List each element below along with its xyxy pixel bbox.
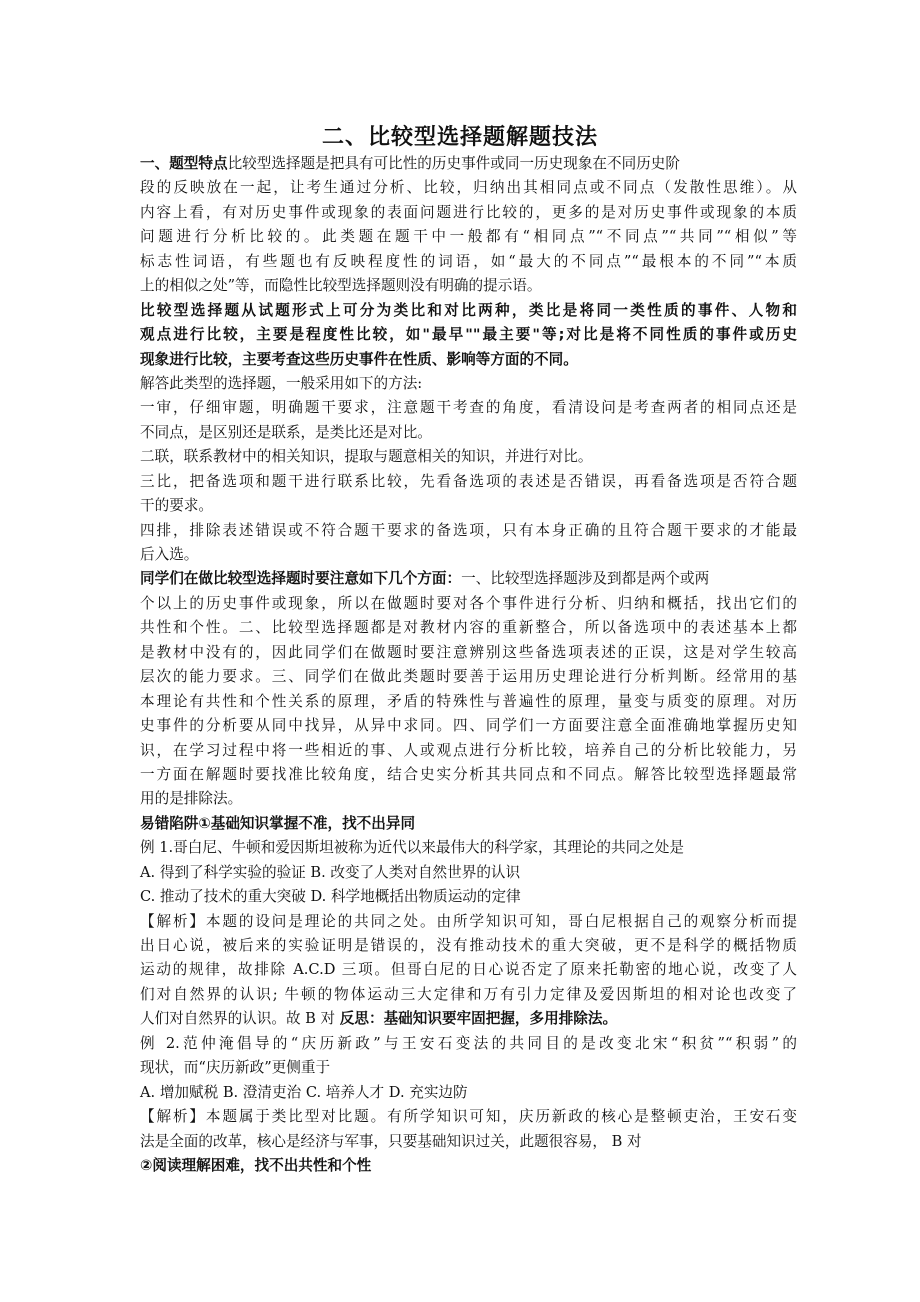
text-segment: 法是全面的改革，核心是经济与军事，只要基础知识过关，此题很容易， B 对 bbox=[140, 1132, 642, 1150]
text-line bbox=[140, 983, 797, 1007]
text-line bbox=[140, 690, 797, 714]
bold-text: 一、题型特点 bbox=[140, 155, 228, 172]
text-line bbox=[140, 299, 797, 323]
text-line bbox=[140, 567, 797, 591]
text-line bbox=[140, 665, 797, 689]
text-line bbox=[140, 1130, 797, 1154]
text-segment: 内容上看，有对历史事件或现象的表面问题进行比较的，更多的是对历史事件或现象的本质 bbox=[140, 203, 797, 221]
text-segment: C. 推动了技术的重大突破 D. 科学地概括出物质运动的定律 bbox=[140, 888, 521, 906]
text-line bbox=[140, 958, 797, 982]
text-line bbox=[140, 1007, 797, 1031]
text-line bbox=[140, 885, 797, 909]
text-segment: 【解析】本题属于类比型对比题。有所学知识可知，庆历新政的核心是整顿吏治，王安石变 bbox=[140, 1108, 797, 1126]
text-line bbox=[140, 519, 797, 543]
text-segment: 一方面在解题时要找准比较角度，结合史实分析其共同点和不同点。解答比较型选择题最常 bbox=[140, 765, 797, 783]
text-segment: 本理论有共性和个性关系的原理，矛盾的特殊性与普遍性的原理，量变与质变的原理。对历 bbox=[140, 692, 797, 710]
text-line bbox=[140, 739, 797, 763]
text-segment: 解答此类型的选择题，一般采用如下的方法: bbox=[140, 374, 423, 392]
text-line bbox=[140, 714, 797, 738]
text-segment: 史事件的分析要从同中找异，从异中求同。四、同学们一方面要注意全面准确地掌握历史知 bbox=[140, 717, 797, 735]
text-line bbox=[140, 470, 797, 494]
text-line bbox=[140, 763, 797, 787]
document-title: 二、比较型选择题解题技法 bbox=[321, 125, 598, 150]
bold-text: 反思：基础知识要牢固把握，多用排除法。 bbox=[339, 1010, 618, 1028]
text-line bbox=[140, 274, 797, 298]
text-line bbox=[140, 812, 797, 836]
text-segment: 干的要求。 bbox=[140, 497, 213, 515]
text-line bbox=[140, 421, 797, 445]
text-line bbox=[140, 934, 797, 958]
bold-text: 易错陷阱①基础知识掌握不准，找不出异同 bbox=[140, 814, 416, 832]
text-line bbox=[140, 861, 797, 885]
text-segment: 三比，把备选项和题干进行联系比较，先看备选项的表述是否错误，再看备选项是否符合题 bbox=[140, 472, 797, 490]
text-line bbox=[140, 176, 797, 200]
bold-text: 同学们在做比较型选择题时要注意如下几个方面： bbox=[140, 570, 462, 588]
text-segment: 比较型选择题是把具有可比性的历史事件或同一历史现象在不同历史阶 bbox=[227, 155, 680, 172]
text-segment: 例 2.范仲淹倡导的“庆历新政”与王安石变法的共同目的是改变北宋“积贫”“积弱”的 bbox=[140, 1034, 797, 1052]
text-line bbox=[140, 543, 797, 567]
text-line bbox=[140, 225, 797, 249]
text-line bbox=[140, 250, 797, 274]
text-line bbox=[140, 494, 797, 518]
text-segment: 标志性词语，有些题也有反映程度性的词语，如“最大的不同点”“最根本的不同”“本质 bbox=[140, 252, 797, 270]
text-segment: 层次的能力要求。三、同学们在做此类题时要善于运用历史理论进行分析判断。经常用的基 bbox=[140, 668, 797, 686]
text-segment: A. 增加赋税 B. 澄清吏治 C. 培养人才 D. 充实边防 bbox=[140, 1083, 468, 1101]
text-segment: 出日心说，被后来的实验证明是错误的，没有推动技术的重大突破，更不是科学的概括物质 bbox=[140, 937, 797, 954]
text-line bbox=[140, 641, 797, 665]
text-segment: 段的反映放在一起，让考生通过分析、比较，归纳出其相同点或不同点（发散性思维）。从 bbox=[140, 179, 797, 197]
text-line bbox=[140, 836, 797, 860]
text-segment: 问题进行分析比较的。此类题在题干中一般都有“相同点”“不同点”“共同”“相似”等 bbox=[140, 228, 797, 246]
text-line bbox=[140, 910, 797, 934]
bold-text: 现象进行比较，主要考查这些历史事件在性质、影响等方面的不同。 bbox=[140, 350, 578, 368]
text-segment: 【解析】本题的设问是理论的共同之处。由所学知识可知，哥白尼根据自己的观察分析而提 bbox=[140, 912, 797, 930]
text-segment: 二联，联系教材中的相关知识，提取与题意相关的知识，并进行对比。 bbox=[140, 448, 593, 466]
text-line bbox=[140, 445, 797, 469]
text-line bbox=[140, 1105, 797, 1129]
document-body bbox=[140, 152, 797, 1178]
text-line bbox=[140, 152, 797, 176]
text-segment: 上的相似之处”等，而隐性比较型选择题则没有明确的提示语。 bbox=[140, 277, 542, 295]
bold-text: 观点进行比较，主要是程度性比较，如"最早""最主要"等;对比是将不同性质的事件或历史 bbox=[140, 326, 797, 344]
text-line bbox=[140, 372, 797, 396]
text-segment: 一审，仔细审题，明确题干要求，注意题干考查的角度，看清设问是考查两者的相同点还是 bbox=[140, 399, 797, 417]
text-line bbox=[140, 323, 797, 347]
text-line bbox=[140, 396, 797, 420]
text-segment: 不同点，是区别还是联系，是类比还是对比。 bbox=[140, 423, 432, 441]
text-segment: 识，在学习过程中将一些相近的事、人或观点进行分析比较，培养自己的分析比较能力，另 bbox=[140, 741, 797, 759]
text-segment: 人们对自然界的认识。故 B 对 bbox=[140, 1010, 340, 1028]
text-line bbox=[140, 1056, 797, 1080]
text-line bbox=[140, 348, 797, 372]
text-line bbox=[140, 787, 797, 811]
text-line bbox=[140, 1154, 797, 1178]
text-segment: 四排，排除表述错误或不符合题干要求的备选项，只有本身正确的且符合题干要求的才能最 bbox=[140, 521, 797, 539]
text-segment: 运动的规律，故排除 A.C.D 三项。但哥白尼的日心说否定了原来托勒密的地心说，改变了人 bbox=[140, 961, 797, 979]
text-segment: 一、比较型选择题涉及到都是两个或两 bbox=[461, 570, 710, 588]
text-line bbox=[140, 1081, 797, 1105]
text-segment: A. 得到了科学实验的验证 B. 改变了人类对自然世界的认识 bbox=[140, 863, 521, 881]
text-line bbox=[140, 592, 797, 616]
text-segment: 例 1.哥白尼、牛顿和爱因斯坦被称为近代以来最伟大的科学家，其理论的共同之处是 bbox=[140, 839, 684, 857]
text-segment: 们对自然界的认识; 牛顿的物体运动三大定律和万有引力定律及爱因斯坦的相对论也改变了 bbox=[140, 985, 797, 1003]
text-segment: 共性和个性。二、比较型选择题都是对教材内容的重新整合，所以备选项中的表述基本上都 bbox=[140, 619, 797, 637]
text-segment: 后入选。 bbox=[140, 546, 199, 563]
text-segment: 用的是排除法。 bbox=[140, 790, 243, 808]
text-line bbox=[140, 616, 797, 640]
text-segment: 是教材中没有的，因此同学们在做题时要注意辨别这些备选项表述的正误，这是对学生较高 bbox=[140, 643, 797, 661]
text-segment: 个以上的历史事件或现象，所以在做题时要对各个事件进行分析、归纳和概括，找出它们的 bbox=[140, 594, 797, 612]
bold-text: ②阅读理解困难，找不出共性和个性 bbox=[140, 1156, 372, 1174]
text-line bbox=[140, 1032, 797, 1056]
bold-text: 比较型选择题从试题形式上可分为类比和对比两种，类比是将同一类性质的事件、人物和 bbox=[140, 301, 797, 319]
text-line bbox=[140, 201, 797, 225]
text-segment: 现状，而“庆历新政”更侧重于 bbox=[140, 1059, 331, 1077]
